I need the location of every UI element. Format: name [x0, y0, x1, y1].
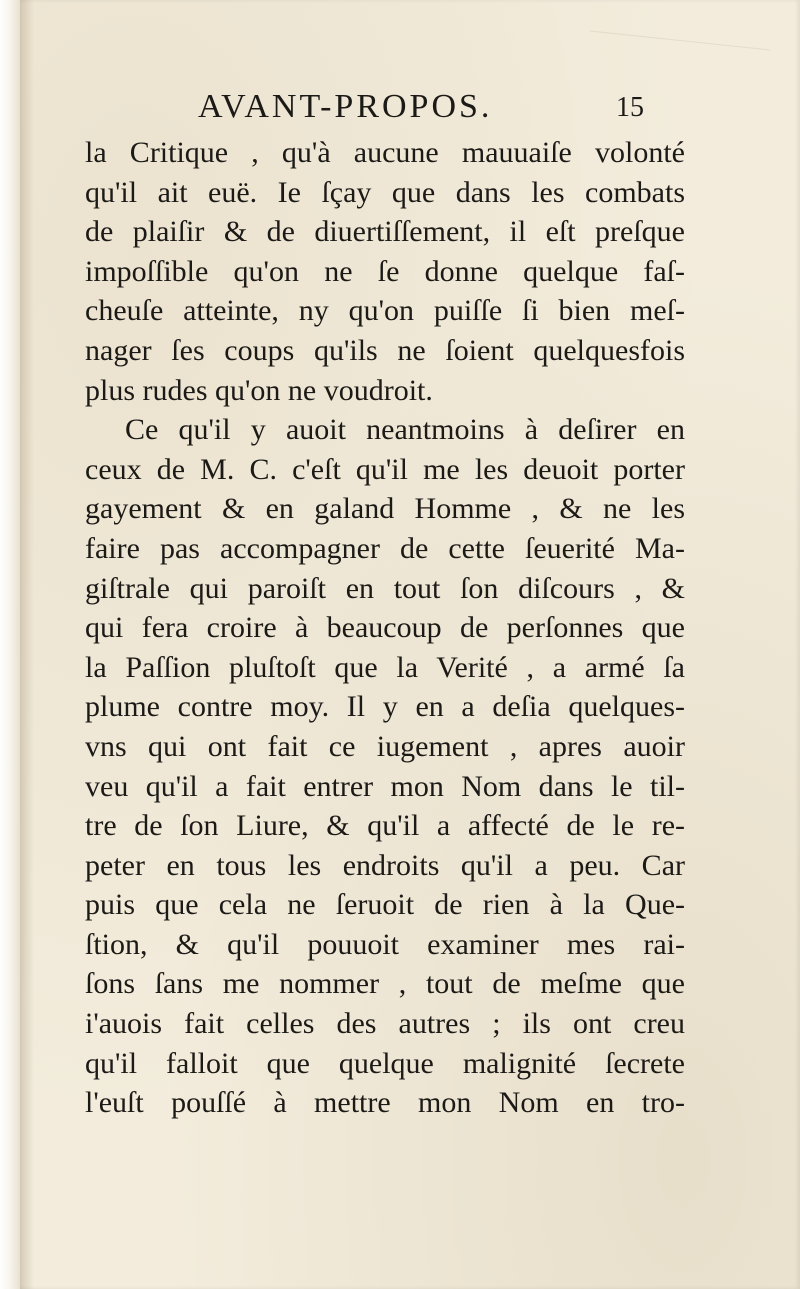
text-line: i'auois fait celles des autres ; ils ont creu — [85, 1007, 685, 1041]
running-header — [180, 88, 740, 130]
page-number: 15 — [616, 92, 644, 123]
text-line: ſtion, & qu'il pouuoit examiner mes rai- — [85, 927, 685, 961]
text-line: qu'il ait euë. Ie ſçay que dans les combats — [85, 175, 685, 209]
text-line: plume contre moy. Il y en a deſia quelques- — [85, 690, 685, 724]
text-line: de plaiſir & de diuertiſſement, il eſt preſque — [85, 215, 685, 249]
text-line: ceux de M. C. c'eſt qu'il me les deuoit porter — [85, 452, 685, 486]
text-line: peter en tous les endroits qu'il a peu. Car — [85, 848, 685, 882]
text-line: nager ſes coups qu'ils ne ſoient quelquesfois — [85, 333, 685, 367]
text-line: tre de ſon Liure, & qu'il a affecté de le re- — [85, 809, 685, 843]
text-line: giſtrale qui paroiſt en tout ſon diſcours , & — [85, 571, 685, 605]
running-title: AVANT-PROPOS. — [198, 88, 493, 125]
page-edge — [0, 0, 20, 1289]
text-line: plus rudes qu'on ne voudroit. — [85, 373, 433, 407]
text-line: qui fera croire à beaucoup de perſonnes que — [85, 611, 685, 645]
text-line: gayement & en galand Homme , & ne les — [85, 492, 685, 526]
text-line: faire pas accompagner de cette ſeuerité Ma- — [85, 531, 685, 565]
text-line: la Critique , qu'à aucune mauuaiſe volonté — [85, 136, 685, 169]
text-line: vns qui ont fait ce iugement , apres auoir — [85, 729, 685, 763]
text-line: veu qu'il a fait entrer mon Nom dans le til- — [85, 769, 685, 803]
text-line: ſons ſans me nommer , tout de meſme que — [85, 967, 685, 1001]
body-text — [85, 133, 685, 1123]
text-line: cheuſe atteinte, ny qu'on puiſſe ſi bien meſ- — [85, 294, 685, 328]
text-line: la Paſſion pluſtoſt que la Verité , a armé ſa — [85, 650, 685, 684]
paper-crease — [590, 0, 770, 50]
text-line: Ce qu'il y auoit neantmoins à deſirer en — [125, 413, 685, 447]
text-line: qu'il falloit que quelque malignité ſecrete — [85, 1046, 685, 1080]
text-line: l'euſt pouſſé à mettre mon Nom en tro- — [85, 1086, 685, 1120]
text-line: puis que cela ne ſeruoit de rien à la Que- — [85, 888, 685, 922]
text-line: impoſſible qu'on ne ſe donne quelque faſ- — [85, 254, 685, 288]
